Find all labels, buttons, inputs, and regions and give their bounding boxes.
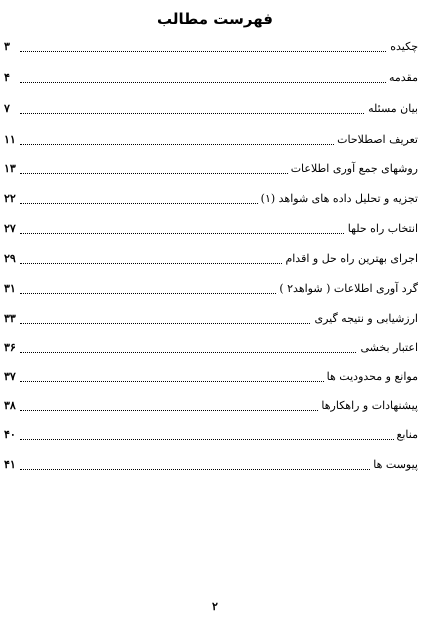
toc-entry-page: ۲۹ bbox=[4, 250, 20, 268]
toc-entry-label: ارزشیابی و نتیجه گیری bbox=[311, 310, 418, 328]
toc-entry-label: بیان مسئله bbox=[365, 100, 418, 118]
toc-entry-page: ۲۲ bbox=[4, 190, 20, 208]
dot-leader bbox=[20, 469, 416, 470]
toc-entry bbox=[0, 456, 430, 476]
toc-entry-label: پیشنهادات و راهکارها bbox=[318, 397, 418, 415]
toc-entry-label: گرد آوری اطلاعات ( شواهد۲ ) bbox=[276, 280, 418, 298]
toc-entry bbox=[0, 160, 430, 180]
toc-entry-label: چکیده bbox=[387, 38, 418, 56]
toc-entry-label: تجزیه و تحلیل داده های شواهد (۱) bbox=[258, 190, 418, 208]
toc-entry bbox=[0, 38, 430, 58]
toc-title: فهرست مطالب bbox=[157, 10, 273, 28]
toc-entry-label: انتخاب راه حلها bbox=[345, 220, 418, 238]
toc-entry-label: مقدمه bbox=[386, 69, 418, 87]
toc-entry bbox=[0, 220, 430, 240]
dot-leader bbox=[20, 113, 416, 114]
toc-entry bbox=[0, 310, 430, 330]
toc-entry-page: ۳۱ bbox=[4, 280, 20, 298]
toc-entry-label: تعریف اصطلاحات bbox=[334, 131, 418, 149]
toc-entry-page: ۷ bbox=[4, 100, 20, 118]
toc-entry-page: ۴ bbox=[4, 69, 20, 87]
toc-entry-label: پیوست ها bbox=[370, 456, 418, 474]
toc-entry-label: روشهای جمع آوری اطلاعات bbox=[288, 160, 418, 178]
footer-page-number: ۲ bbox=[212, 600, 218, 613]
toc-entry-page: ۳۸ bbox=[4, 397, 20, 415]
dot-leader bbox=[20, 51, 416, 52]
toc-entry-page: ۳۳ bbox=[4, 310, 20, 328]
dot-leader bbox=[20, 82, 416, 83]
toc-entry-page: ۱۳ bbox=[4, 160, 20, 178]
toc-entry bbox=[0, 250, 430, 270]
toc-entry-page: ۳۷ bbox=[4, 368, 20, 386]
toc-entry bbox=[0, 368, 430, 388]
toc-entry bbox=[0, 339, 430, 359]
toc-entry-page: ۱۱ bbox=[4, 131, 20, 149]
toc-entry bbox=[0, 397, 430, 417]
toc-entry-page: ۴۱ bbox=[4, 456, 20, 474]
toc-entry-page: ۲۷ bbox=[4, 220, 20, 238]
toc-entry-page: ۳ bbox=[4, 38, 20, 56]
toc-entry-label: اعتبار بخشی bbox=[357, 339, 418, 357]
toc-entry-page: ۴۰ bbox=[4, 426, 20, 444]
toc-entry bbox=[0, 280, 430, 300]
toc-entry bbox=[0, 426, 430, 446]
toc-entry-label: منابع bbox=[394, 426, 418, 444]
toc-entry bbox=[0, 131, 430, 151]
toc-entry-label: اجرای بهترین راه حل و اقدام bbox=[282, 250, 418, 268]
toc-entry bbox=[0, 190, 430, 210]
toc-entry-label: موانع و محدودیت ها bbox=[324, 368, 418, 386]
toc-entry bbox=[0, 100, 430, 120]
dot-leader bbox=[20, 439, 416, 440]
toc-entry-page: ۳۶ bbox=[4, 339, 20, 357]
toc-entry bbox=[0, 69, 430, 89]
